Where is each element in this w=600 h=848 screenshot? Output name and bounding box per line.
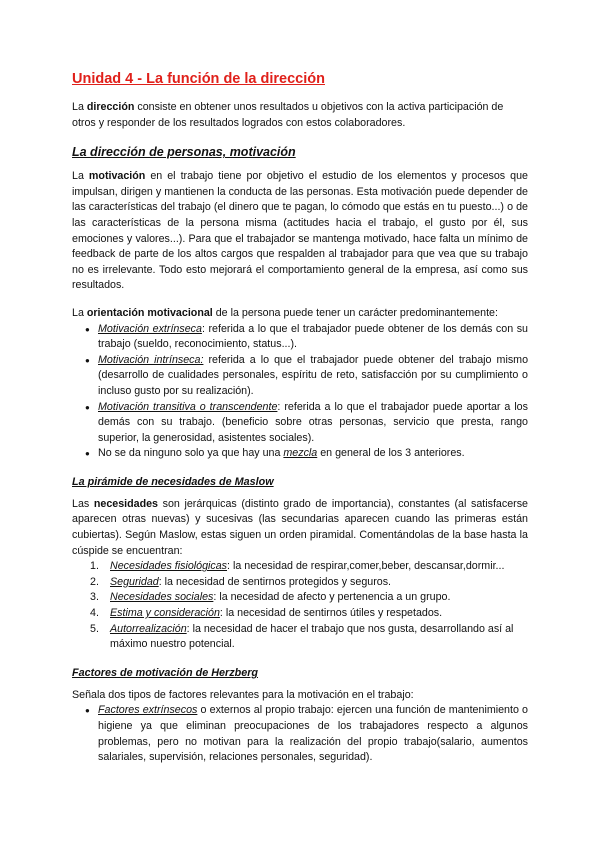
term: mezcla: [283, 447, 318, 460]
item-number: 2.: [90, 575, 99, 588]
text-span: de la persona puede tener un carácter predominantemente:: [212, 306, 498, 319]
intro-bold-term: dirección: [86, 101, 135, 113]
list-item: [72, 400, 528, 447]
text-span: son jerárquicas (distinto grado de importancia), constantes (al satisfacerse aparecen otras nuevas) y sucesivas (las secundarias aparecen cuando las primeras están cubiertas). Según Maslow, estas siguen un orden piramidal. Comentándolas de la base hasta la cúspide se encuentran:: [72, 497, 529, 557]
maslow-list: [72, 559, 528, 653]
item-text: : la necesidad de sentirnos útiles y respetados.: [219, 607, 443, 620]
intro-post: consiste en obtener unos resultados u objetivos con la activa participación de otros y responder de los resultados logrados con estos colaboradores.: [72, 101, 504, 129]
term: Factores extrínsecos: [98, 704, 198, 717]
item-number: 3.: [90, 591, 99, 604]
section-heading-maslow: La pirámide de necesidades de Maslow: [72, 475, 274, 488]
intro-pre: La: [72, 101, 87, 113]
item-text: en general de los 3 anteriores.: [317, 447, 465, 460]
term: Necesidades fisiológicas: [110, 560, 228, 573]
term: Seguridad: [110, 575, 159, 588]
term: Autorrealización: [110, 622, 187, 635]
text-span: en el trabajo tiene por objetivo el estudio de los elementos y procesos que impulsan, dirigen y mantienen la conducta de las personas. Esta motivación puede depender de las características del trabajo (el dinero que te pagan, lo cómodo que estás en tu puesto...) o de las características de la persona misma (actitudes hacia el trabajo, el gusto por él, sus emociones y valores...). Para que el trabajador se mantenga motivado, hace falta un mínimo de feedback de parte de los altos cargos que respalden al trabajador para que vea que su trabajo no es irrelevante. Todo esto mejorará el comportamiento general de la empresa, así como sus resultados.: [72, 170, 528, 292]
list-item: [72, 559, 528, 575]
bold-term: orientación motivacional: [86, 306, 213, 319]
list-item: [72, 590, 528, 606]
herzberg-list: [72, 703, 528, 765]
item-text: : referida a lo que el trabajador puede obtener de los demás con su trabajo (sueldo, reconocimiento, status...).: [98, 322, 529, 351]
intro-paragraph: [72, 100, 528, 131]
item-number: 1.: [90, 560, 99, 573]
list-item: [72, 446, 528, 462]
motivacion-paragraph: [72, 169, 528, 294]
motivation-type-list: [72, 322, 528, 462]
list-item: [72, 622, 528, 653]
term: Motivación extrínseca: [98, 322, 202, 335]
item-number: 4.: [90, 607, 99, 620]
herzberg-paragraph: Señala dos tipos de factores relevantes para la motivación en el trabajo:: [72, 688, 414, 701]
bold-term: necesidades: [93, 497, 159, 510]
item-text: o externos al propio trabajo: ejercen una función de mantenimiento o higiene ya que eliminan preocupaciones de los trabajadores respecto a algunos problemas, pero no motivan para la realización del propio trabajo(salario, aumentos salariales, supervisión, relaciones personales, seguridad).: [98, 704, 528, 764]
item-text: : referida a lo que el trabajador puede aportar a los demás con su trabajo. (beneficio sobre otras personas, servicio que presta, rango superior, la generosidad, asistentes sociales).: [98, 400, 528, 444]
term: Estima y consideración: [110, 607, 220, 620]
term: Motivación transitiva o transcendente: [98, 400, 278, 413]
section-heading-direccion: La dirección de personas, motivación: [72, 145, 296, 160]
list-item: [72, 575, 528, 591]
item-text: : la necesidad de hacer el trabajo que nos gusta, desarrollando así al máximo nuestro potencial.: [110, 622, 514, 651]
item-text: : la necesidad de afecto y pertenencia a un grupo.: [213, 591, 451, 604]
orientacion-paragraph: [72, 306, 528, 322]
list-item: [72, 703, 528, 765]
term: Necesidades sociales: [110, 591, 214, 604]
text-span: La: [72, 170, 89, 183]
term: Motivación intrínseca:: [98, 353, 204, 366]
item-number: 5.: [90, 622, 99, 635]
section-heading-herzberg: Factores de motivación de Herzberg: [72, 666, 258, 679]
list-item: [72, 353, 528, 400]
item-text: No se da ninguno solo ya que hay una: [98, 447, 284, 460]
page-title: Unidad 4 - La función de la dirección: [72, 71, 325, 87]
item-text: : la necesidad de sentirnos protegidos y seguros.: [158, 575, 392, 588]
text-span: La: [72, 306, 87, 319]
text-span: Las: [72, 497, 94, 510]
item-text: : la necesidad de respirar,comer,beber, descansar,dormir...: [227, 560, 505, 573]
item-text: referida a lo que el trabajador puede obtener del trabajo mismo (desarrollo de cualidades personales, espíritu de reto, satisfacción por su cumplimiento o incluso gusto por su realización).: [98, 353, 529, 397]
bold-term: motivación: [88, 170, 146, 183]
list-item: [72, 606, 528, 622]
list-item: [72, 322, 528, 353]
necesidades-paragraph: [72, 497, 528, 559]
